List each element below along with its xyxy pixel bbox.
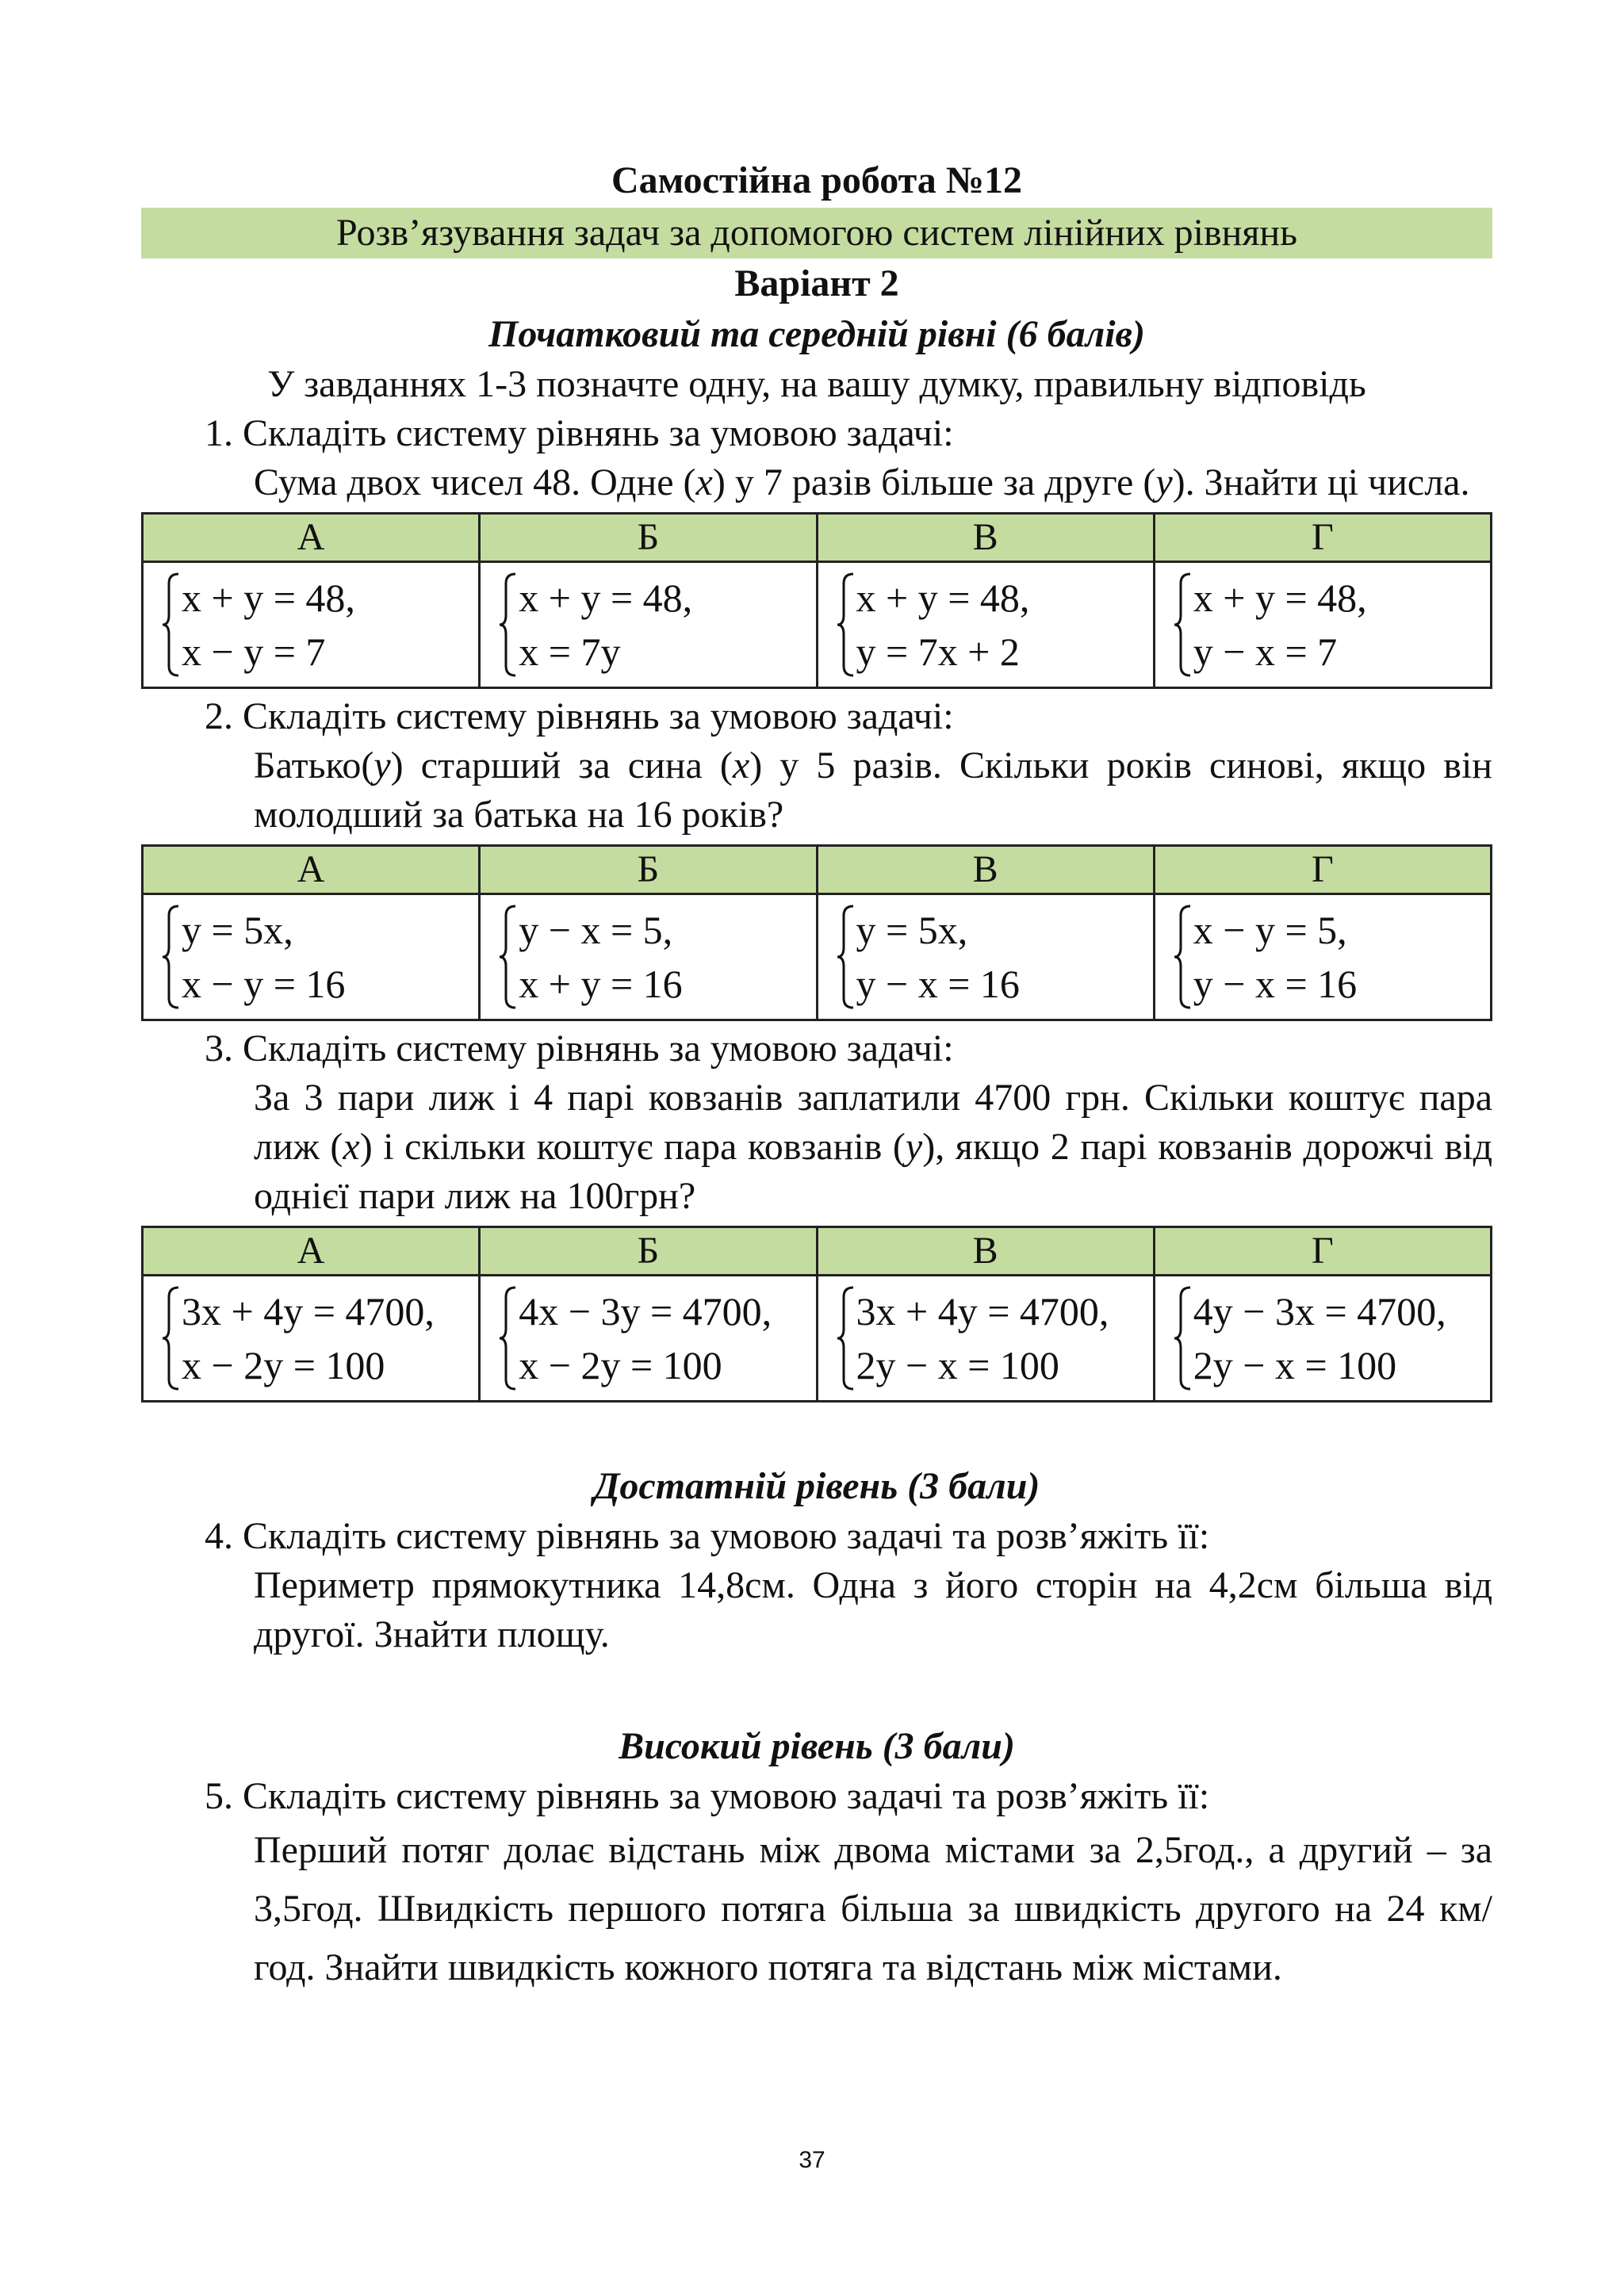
option-label-b: Б [480, 1227, 817, 1276]
section3-heading: Високий рівень (3 бали) [619, 1725, 1015, 1767]
q1-option-d[interactable]: x + y = 48, y − x = 7 [1154, 562, 1491, 688]
worksheet-page [141, 155, 1492, 1997]
q1-text: Сума двох чисел 48. Одне (x) у 7 разів більше за друге (y). Знайти ці числа. [254, 461, 1470, 503]
q4-text: Периметр прямокутника 14,8см. Одна з його сторін на 4,2см більша від другої. Знайти площу. [254, 1564, 1492, 1655]
brace-icon [496, 571, 519, 679]
instruction-text: У завданнях 1-3 позначте одну, на вашу думку, правильну відповідь [267, 363, 1366, 405]
option-label-c: В [817, 514, 1154, 562]
q2-option-b[interactable]: y − x = 5, x + y = 16 [480, 894, 817, 1020]
q2-options-table [141, 844, 1492, 1021]
option-label-b: Б [480, 514, 817, 562]
option-label-a: А [143, 846, 480, 894]
brace-icon [159, 903, 182, 1011]
q5-prompt [141, 1772, 1492, 1821]
brace-icon [1171, 571, 1193, 679]
option-label-d: Г [1154, 1227, 1491, 1276]
option-label-d: Г [1154, 846, 1491, 894]
q1-option-c[interactable]: x + y = 48, y = 7x + 2 [817, 562, 1154, 688]
variant-heading: Варіант 2 [734, 262, 899, 304]
section1-heading: Початковий та середній рівні (6 балів) [488, 313, 1145, 355]
q2-prompt-text: Складіть систему рівнянь за умовою задачі: [243, 695, 954, 737]
q5-text: Перший потяг долає відстань між двома містами за 2,5год., а другий – за 3,5год. Швидкість першого потяга більша за швидкість другого на 24 км/год. Знайти швидкість кожного потяга та відстань між містами. [254, 1829, 1492, 1988]
option-label-c: В [817, 846, 1154, 894]
topic-banner: Розв’язування задач за допомогою систем лінійних рівнянь [141, 208, 1492, 258]
q3-prompt-text: Складіть систему рівнянь за умовою задачі: [243, 1027, 954, 1070]
brace-icon [496, 1284, 519, 1392]
q4-prompt [141, 1512, 1492, 1561]
q3-text: За 3 пари лиж і 4 парі ковзанів заплатили 4700 грн. Скільки коштує пара лиж (x) і скільки коштує пара ковзанів (y), якщо 2 парі ковзанів дорожчі від однієї пари лиж на 100грн? [254, 1077, 1492, 1217]
q3-option-b[interactable]: 4x − 3y = 4700, x − 2y = 100 [480, 1276, 817, 1402]
brace-icon [1171, 903, 1193, 1011]
q2-prompt [141, 692, 1492, 741]
q2-option-a[interactable]: y = 5x, x − y = 16 [143, 894, 480, 1020]
option-label-c: В [817, 1227, 1154, 1276]
page-number: 37 [799, 2147, 825, 2173]
brace-icon [1171, 1284, 1193, 1392]
option-label-d: Г [1154, 514, 1491, 562]
q5-number: 5. [205, 1775, 233, 1817]
options-header-row [143, 1227, 1492, 1276]
section2-heading: Достатній рівень (3 бали) [593, 1465, 1040, 1507]
q1-options-table [141, 512, 1492, 689]
options-row [143, 1276, 1492, 1402]
q2-option-c[interactable]: y = 5x, y − x = 16 [817, 894, 1154, 1020]
q3-option-a[interactable]: 3x + 4y = 4700, x − 2y = 100 [143, 1276, 480, 1402]
options-header-row [143, 846, 1492, 894]
option-label-a: А [143, 514, 480, 562]
q3-option-c[interactable]: 3x + 4y = 4700, 2y − x = 100 [817, 1276, 1154, 1402]
q3-number: 3. [205, 1027, 233, 1070]
brace-icon [496, 903, 519, 1011]
options-row [143, 894, 1492, 1020]
option-label-b: Б [480, 846, 817, 894]
q5-prompt-text: Складіть систему рівнянь за умовою задачі та розв’яжіть її: [243, 1775, 1210, 1817]
q2-text: Батько(y) старший за сина (x) у 5 разів. Скільки років синові, якщо він молодший за батька на 16 років? [254, 744, 1492, 836]
q1-prompt-text: Складіть систему рівнянь за умовою задачі: [243, 412, 954, 454]
q2-number: 2. [205, 695, 233, 737]
q1-option-b[interactable]: x + y = 48, x = 7y [480, 562, 817, 688]
q1-number: 1. [205, 412, 233, 454]
q1-prompt [141, 409, 1492, 458]
brace-icon [834, 903, 856, 1011]
q4-number: 4. [205, 1515, 233, 1557]
worksheet-title: Самостійна робота №12 [611, 159, 1023, 201]
brace-icon [159, 1284, 182, 1392]
q1-option-a[interactable]: x + y = 48, x − y = 7 [143, 562, 480, 688]
options-header-row [143, 514, 1492, 562]
q3-option-d[interactable]: 4y − 3x = 4700, 2y − x = 100 [1154, 1276, 1491, 1402]
brace-icon [834, 571, 856, 679]
q3-options-table [141, 1226, 1492, 1402]
q3-prompt [141, 1024, 1492, 1073]
brace-icon [834, 1284, 856, 1392]
option-label-a: А [143, 1227, 480, 1276]
options-row [143, 562, 1492, 688]
q4-prompt-text: Складіть систему рівнянь за умовою задачі та розв’яжіть її: [243, 1515, 1210, 1557]
brace-icon [159, 571, 182, 679]
q2-option-d[interactable]: x − y = 5, y − x = 16 [1154, 894, 1491, 1020]
